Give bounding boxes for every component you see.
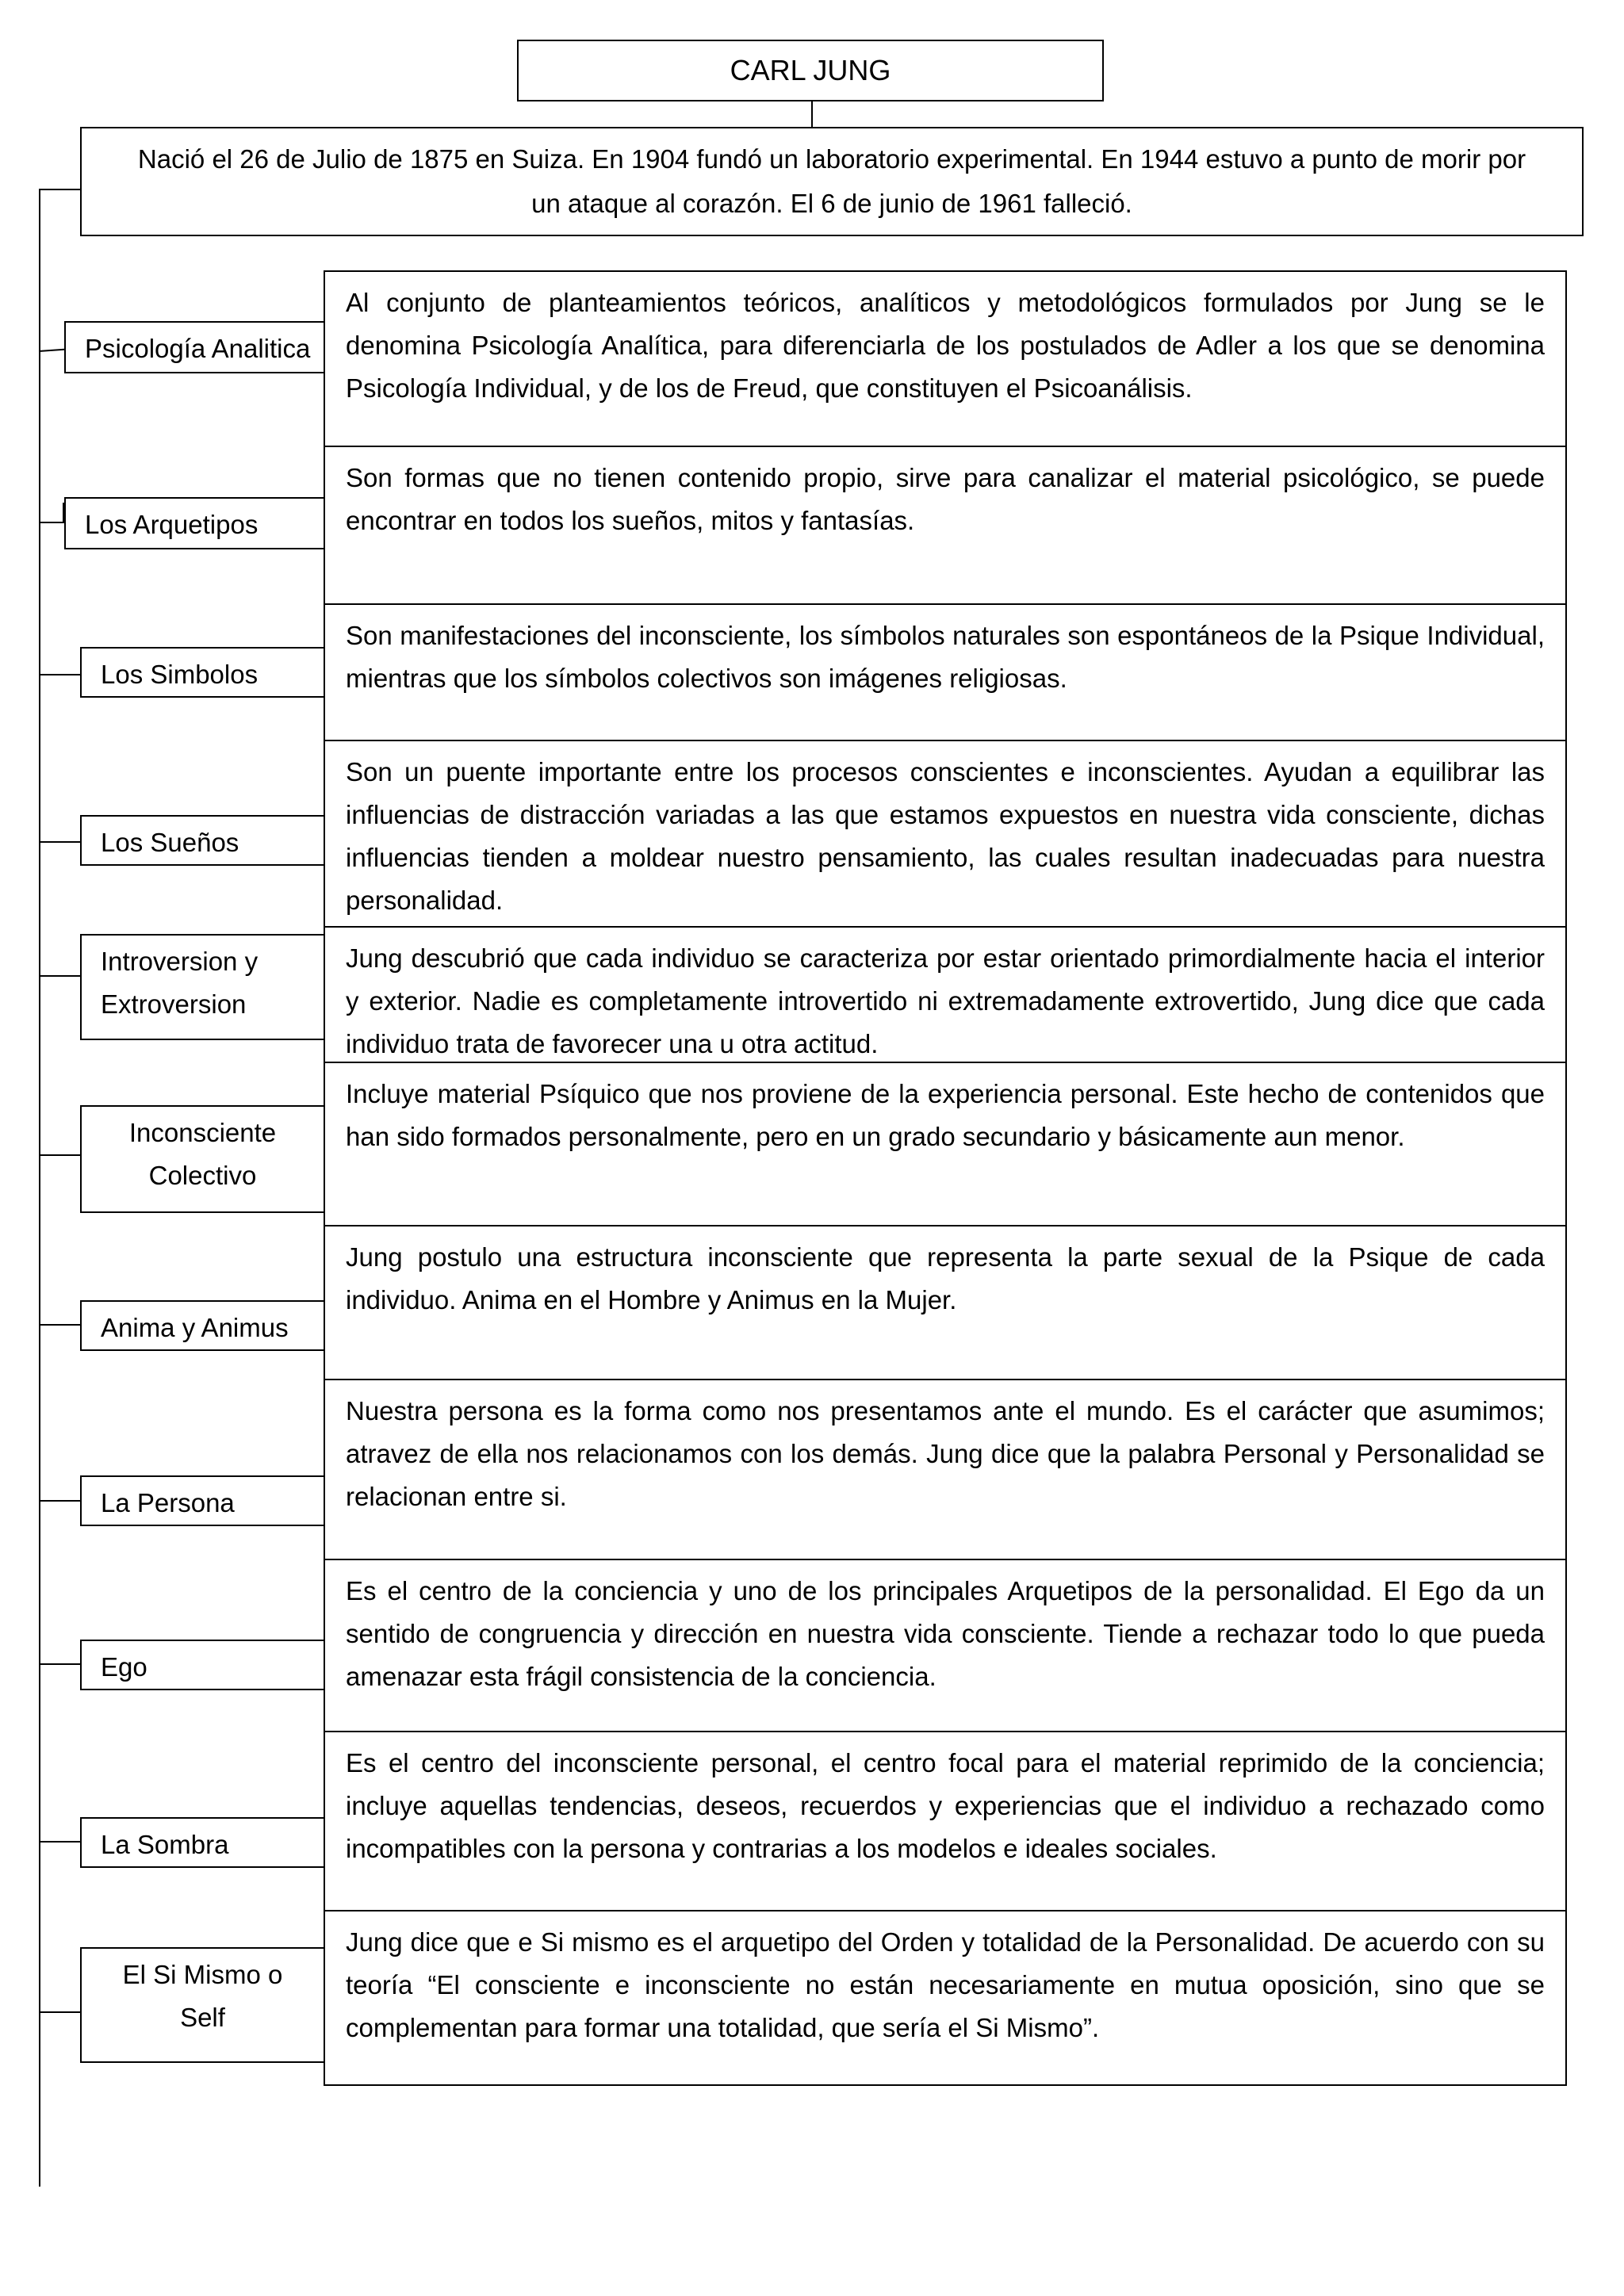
concept-description: Son manifestaciones del inconsciente, los símbolos naturales son espontáneos de la Psique Individual, mientras que los símbolos colectivos son imágenes religiosas. <box>324 603 1567 741</box>
branch-line <box>39 349 66 352</box>
branch-line <box>39 674 82 675</box>
branch-line <box>39 1324 82 1326</box>
branch-line <box>39 841 82 843</box>
branch-line <box>39 975 82 977</box>
concept-label-anima-animus: Anima y Animus <box>80 1300 325 1351</box>
spine-to-bio-line <box>39 189 82 190</box>
branch-line <box>39 1154 82 1156</box>
biography-box <box>80 127 1584 236</box>
concept-label-suenos: Los Sueños <box>80 815 325 866</box>
concept-label-persona: La Persona <box>80 1475 325 1526</box>
page-title: CARL JUNG <box>730 54 891 86</box>
concept-description: Jung dice que e Si mismo es el arquetipo del Orden y totalidad de la Personalidad. De acuerdo con su teoría “El consciente e inconsciente no están necesariamente en mutua oposición, sino que se complementan para formar una totalidad, que sería el Si Mismo”. <box>324 1910 1567 2086</box>
title-box <box>517 40 1104 101</box>
concept-description: Son un puente importante entre los procesos conscientes e inconscientes. Ayudan a equilibrar las influencias de distracción variadas a las que estamos expuestos en nuestra vida consciente, dichas influencias tienden a moldear nuestro pensamiento, las cuales resultan inadecuadas para nuestra personalidad. <box>324 740 1567 928</box>
concept-label-introversion: Introversion y Extroversion <box>80 934 325 1040</box>
branch-line <box>39 2011 82 2013</box>
concept-label-ego: Ego <box>80 1640 325 1690</box>
branch-line <box>39 1500 82 1502</box>
biography-text: Nació el 26 de Julio de 1875 en Suiza. En 1904 fundó un laboratorio experimental. En 1944 estuvo a punto de morir por un ataque al corazón. El 6 de junio de 1961 falleció. <box>137 144 1526 218</box>
concept-description: Es el centro del inconsciente personal, el centro focal para el material reprimido de la conciencia; incluye aquellas tendencias, deseos, recuerdos y experiencias que el individuo a rechazado como incompatibles con la persona y contrarias a los modelos e ideales sociales. <box>324 1731 1567 1911</box>
concept-label-psicologia-analitica: Psicología Analitica <box>64 321 325 373</box>
concept-description: Incluye material Psíquico que nos proviene de la experiencia personal. Este hecho de contenidos que han sido formados personalmente, pero en un grado secundario y básicamente aun menor. <box>324 1062 1567 1226</box>
concept-description: Es el centro de la conciencia y uno de los principales Arquetipos de la personalidad. El Ego da un sentido de congruencia y dirección en nuestra vida consciente. Tiende a rechazar todo lo que pueda amenazar esta frágil consistencia de la conciencia. <box>324 1559 1567 1732</box>
concept-label-si-mismo: El Si Mismo o Self <box>80 1947 325 2063</box>
concept-description: Al conjunto de planteamientos teóricos, analíticos y metodológicos formulados por Jung se le denomina Psicología Analítica, para diferenciarla de los postulados de Adler a los que se denomina Psicología Individual, y de los de Freud, que constituyen el Psicoanálisis. <box>324 270 1567 447</box>
concept-label-arquetipos: Los Arquetipos <box>64 497 325 549</box>
concept-description: Son formas que no tienen contenido propio, sirve para canalizar el material psicológico, se puede encontrar en todos los sueños, mitos y fantasías. <box>324 446 1567 605</box>
main-spine-line <box>39 189 40 2187</box>
concept-description: Nuestra persona es la forma como nos presentamos ante el mundo. Es el carácter que asumimos; atravez de ella nos relacionamos con los demás. Jung dice que la palabra Personal y Personalidad se relacionan entre si. <box>324 1379 1567 1560</box>
concept-label-sombra: La Sombra <box>80 1817 325 1868</box>
concept-label-simbolos: Los Simbolos <box>80 647 325 698</box>
branch-line <box>39 1663 82 1665</box>
branch-line <box>39 1841 82 1843</box>
concept-description: Jung descubrió que cada individuo se caracteriza por estar orientado primordialmente hacia el interior y exterior. Nadie es completamente introvertido ni extremadamente extrovertido, Jung dice que cada individuo trata de favorecer una u otra actitud. <box>324 926 1567 1063</box>
concept-description: Jung postulo una estructura inconsciente que representa la parte sexual de la Psique de cada individuo. Anima en el Hombre y Animus en la Mujer. <box>324 1225 1567 1380</box>
concept-label-inconsciente-colectivo: Inconsciente Colectivo <box>80 1105 325 1213</box>
